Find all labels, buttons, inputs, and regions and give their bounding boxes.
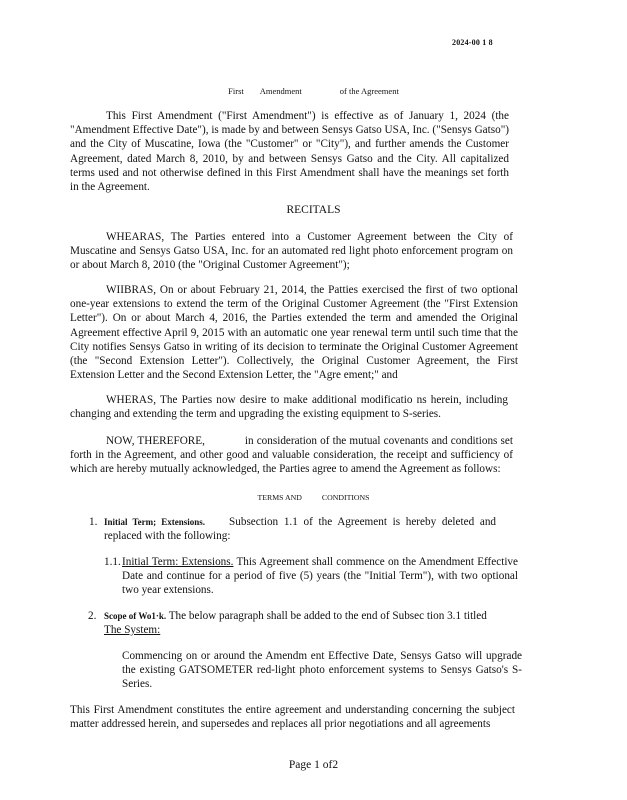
recital-3: WHERAS, The Parties now desire to make additional modificatio ns herein, including changing and extending the term and upgrading the existing equipment to S-series. [70, 394, 508, 421]
recitals-heading: RECITALS [286, 204, 341, 216]
terms-heading-part-1: TERMS AND [257, 493, 302, 502]
item-1-number: 1. [89, 516, 98, 528]
document-number: 2024-00 1 8 [452, 38, 493, 47]
intro-paragraph: This First Amendment ("First Amendment") is effective as of January 1, 2024 (the "Amendment Effective Date"), is made by and between Sensys Gatso USA, Inc. ("Sensys Gatso") and the City of Muscatine, Iowa (the "Customer" or "City"), and further amends the Customer Agreement, dated March 8, 2010, by and between Sensys Gatso and the City. All capitalized terms used and not otherwise defined in this First Amendment shall have the meanings set forth in the Agreement. [70, 110, 509, 194]
item-2-title: Scope of Wo1·k. [104, 611, 167, 621]
item-1-1-text: This Agreement shall commence on the Amendment Effective Date and continue for a period of five (5) years (the "Initial Term"), with two optional two year extensions. [122, 556, 518, 597]
item-2 [104, 609, 520, 637]
recital-2: WIIBRAS, On or about February 21, 2014, the Patties exercised the first of two optional one-year extensions to extend the term of the Original Customer Agreement (the "First Extension Letter"). On or about March 4, 2016, the Parties extended the term and amended the Original Agreement effective April 9, 2015 with an automatic one year renewal term until such time that the City notifies Sensys Gatso in writing of its decision to terminate the Original Customer Agreement (the "Second Extension Letter"). Collectively, the Original Customer Agreement, the First Extension Letter and the Second Extension Letter, the "Agre ement;" and [70, 284, 518, 382]
item-1 [104, 515, 496, 543]
item-1-1-number: 1.1. [104, 556, 121, 568]
item-2-text: The below paragraph shall be added to the end of Subsec tion 3.1 titled [168, 610, 487, 622]
page-number: Page 1 of2 [288, 759, 339, 771]
closing-paragraph: This First Amendment constitutes the entire agreement and understanding concerning the subject matter addressed herein, and supersedes and replaces all prior negotiations and all agreements [70, 704, 515, 731]
now-therefore-lead: NOW, THEREFORE, [106, 435, 205, 447]
item-2-number: 2. [88, 610, 97, 622]
item-1-1-title: Initial Term: Extensions. [122, 556, 234, 568]
terms-heading-part-2: CONDITIONS [321, 493, 370, 502]
item-1-1 [122, 555, 518, 598]
item-1-text: Subsection 1.1 of the Agreement is hereby deleted and replaced with the following: [104, 516, 497, 543]
item-2-body: Commencing on or around the Amendm ent Effective Date, Sensys Gatso will upgrade the existing GATSOMETER red-light photo enforcement systems to Sensys Gatso's S-Series. [122, 650, 522, 691]
recital-1: WHEARAS, The Parties entered into a Customer Agreement between the City of Muscatine and Sensys Gatso USA, Inc. for an automated red light photo enforcement program on or about March 8, 2010 (the "Original Customer Agreement"); [70, 231, 513, 272]
title-part-1: First [228, 86, 244, 96]
now-therefore-paragraph [70, 434, 513, 477]
item-2-subtitle: The System: [104, 624, 161, 637]
title-part-3: of the Agreement [339, 86, 399, 96]
now-therefore-text: in consideration of the mutual covenants and conditions set forth in the Agreement, and other good and valuable consideration, the receipt and sufficiency of which are hereby mutually acknowledged, the Parties agree to amend the Agreement as follows: [70, 435, 513, 476]
document-title [0, 84, 627, 98]
terms-heading [0, 491, 627, 505]
title-part-2: Amendment [259, 86, 302, 96]
item-1-title: Initial Term; Extensions. [104, 517, 206, 527]
